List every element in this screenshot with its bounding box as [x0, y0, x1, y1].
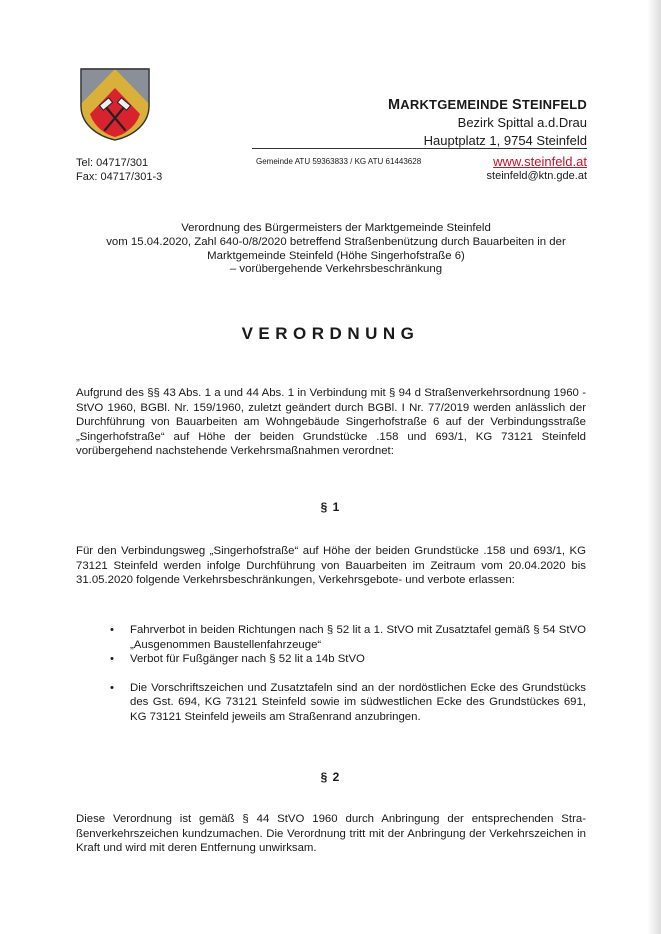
municipality-name: MARKTGEMEINDE STEINFELD [388, 97, 587, 113]
web-block [487, 155, 587, 183]
tel: Tel: 04717/301 [76, 157, 149, 169]
page-edge-shadow [647, 0, 661, 934]
section-1-paragraph: Für den Verbindungsweg „Singerhofstraße“ auf Höhe der beiden Grundstücke .158 und 693/1, KG 73121 Steinfeld werden infolge Durchführung von Bauarbeiten im Zeitraum vom 20.04.2020 bis 31.05.2020 folgende Verkehrsbeschränkungen, Verkehrsgebote- und verbote erlassen: [76, 545, 586, 586]
intro-line: Verordnung des Bürgermeisters der Marktgemeinde Steinfeld [181, 222, 491, 234]
document-title: VERORDNUNG [241, 324, 420, 343]
intro-line: Marktgemeinde Steinfeld (Höhe Singerhofstraße 6) [207, 249, 465, 262]
municipality-address [388, 96, 587, 150]
list-item: • Verbot für Fußgänger nach § 52 lit a 14b StVO [108, 652, 586, 667]
street-address: Hauptplatz 1, 9754 Steinfeld [423, 133, 587, 148]
measures-list [108, 623, 586, 724]
tax-ids: Gemeinde ATU 59363833 / KG ATU 61443628 [256, 157, 422, 166]
phone-block [76, 156, 162, 184]
email-address[interactable]: steinfeld@ktn.gde.at [486, 170, 587, 182]
fax: Fax: 04717/301-3 [76, 171, 163, 183]
list-item: • Die Vorschriftszeichen und Zusatztafeln sind an der nordöstlichen Ecke des Grundstücks des Gst. 694, KG 73121 Steinfeld sowie im südwestlichen Ecke des Grundstückes 691, KG 73121 Steinfeld jeweils am Straßenrand anzubringen. [108, 681, 586, 725]
section-1-heading: § 1 [320, 500, 341, 514]
district: Bezirk Spittal a.d.Drau [457, 115, 587, 130]
intro-line: vom 15.04.2020, Zahl 640-0/8/2020 betreffend Straßenbenützung durch Bauarbeiten in der [106, 235, 566, 248]
intro-line: – vorübergehende Verkehrsbeschränkung [229, 263, 443, 276]
section-2-paragraph: Diese Verordnung ist gemäß § 44 StVO 1960 durch Anbringung der entsprechenden Straßenverkehrszeichen kundzumachen. Die Verordnung tritt mit der Anbringung der Verkehrszeichen in Kraft und wird mit deren Entfernung unwirksam. [76, 813, 586, 854]
header-divider [252, 148, 587, 149]
preamble-paragraph: Aufgrund des §§ 43 Abs. 1 a und 44 Abs. 1 in Verbindung mit § 94 d Straßenverkehrsordnung 1960 - StVO 1960, BGBl. Nr. 159/1960, zuletzt geändert durch BGBl. I Nr. 77/2019 werden anlässlich der Durchführung von Bauarbeiten am Wohngebäude Singerhofstraße 6 auf der Verbindungsstraße „Singerhofstraße“ auf Höhe der beiden Grundstücke .158 und 693/1, KG 73121 Steinfeld vorübergehend nachstehende Verkehrsmaßnahmen verordnet: [76, 387, 586, 457]
coat-of-arms-icon [78, 66, 152, 142]
list-item: • Fahrverbot in beiden Richtungen nach § 52 lit a 1. StVO mit Zusatztafel gemäß § 54 StVO „Ausgenommen Baustellenfahrzeuge“ [108, 623, 586, 652]
ordinance-subject [70, 222, 602, 277]
website-link[interactable]: www.steinfeld.at [493, 154, 587, 169]
section-2-heading: § 2 [320, 770, 341, 784]
